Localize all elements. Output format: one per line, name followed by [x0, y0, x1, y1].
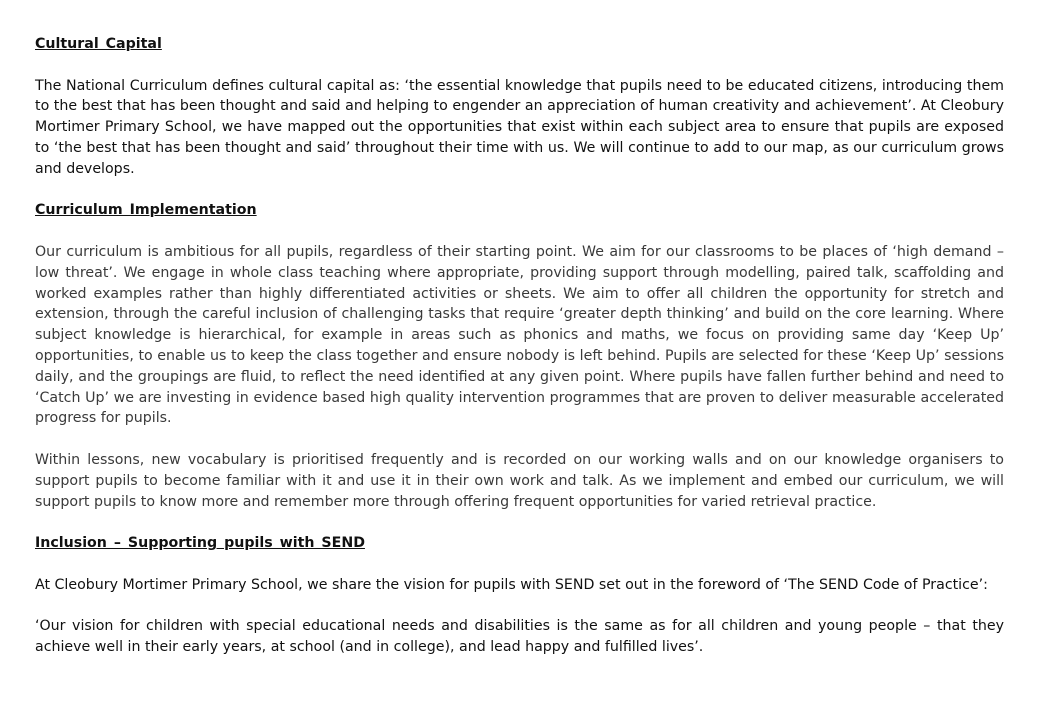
paragraph-send-vision-quote: ‘Our vision for children with special educational needs and disabilities is the same as for all children and young people – that they achieve well in their early years, at school (and in college), and lead happy and fulfilled lives’.: [35, 618, 1004, 656]
heading-inclusion-send: Inclusion – Supporting pupils with SEND: [35, 535, 365, 552]
paragraph-vocabulary: Within lessons, new vocabulary is prioritised frequently and is recorded on our working walls and on our knowledge organisers to support pupils to become familiar with it and use it in their own work and talk. As we implement and embed our curriculum, we will support pupils to know more and remember more through offering frequent opportunities for varied retrieval practice.: [35, 451, 1004, 510]
paragraph-send-vision-intro: At Cleobury Mortimer Primary School, we share the vision for pupils with SEND set out in the foreword of ‘The SEND Code of Practice’:: [35, 576, 988, 593]
heading-curriculum-implementation: Curriculum Implementation: [35, 202, 257, 219]
paragraph-curriculum-ambitious: Our curriculum is ambitious for all pupils, regardless of their starting point. We aim for our classrooms to be places of ‘high demand – low threat’. We engage in whole class teaching where appropriate, providing support through modelling, paired talk, scaffolding and worked examples rather than highly differentiated activities or sheets. We aim to offer all children the opportunity for stretch and extension, through the careful inclusion of challenging tasks that require ‘greater depth thinking’ and build on the core learning. Where subject knowledge is hierarchical, for example in areas such as phonics and maths, we focus on providing same day ‘Keep Up’ opportunities, to enable us to keep the class together and ensure nobody is left behind. Pupils are selected for these ‘Keep Up’ sessions daily, and the groupings are fluid, to reflect the need identified at any given point. Where pupils have fallen further behind and need to ‘Catch Up’ we are investing in evidence based high quality intervention programmes that are proven to deliver measurable accelerated progress for pupils.: [35, 243, 1004, 427]
heading-cultural-capital: Cultural Capital: [35, 36, 162, 52]
paragraph-cultural-capital: The National Curriculum defines cultural capital as: ‘the essential knowledge that pupils need to be educated citizens, introducing them to the best that has been thought and said and helping to engender an appreciation of human creativity and achievement’. At Cleobury Mortimer Primary School, we have mapped out the opportunities that exist within each subject area to ensure that pupils are exposed to ‘the best that has been thought and said’ throughout their time with us. We will continue to add to our map, as our curriculum grows and develops.: [35, 77, 1004, 177]
